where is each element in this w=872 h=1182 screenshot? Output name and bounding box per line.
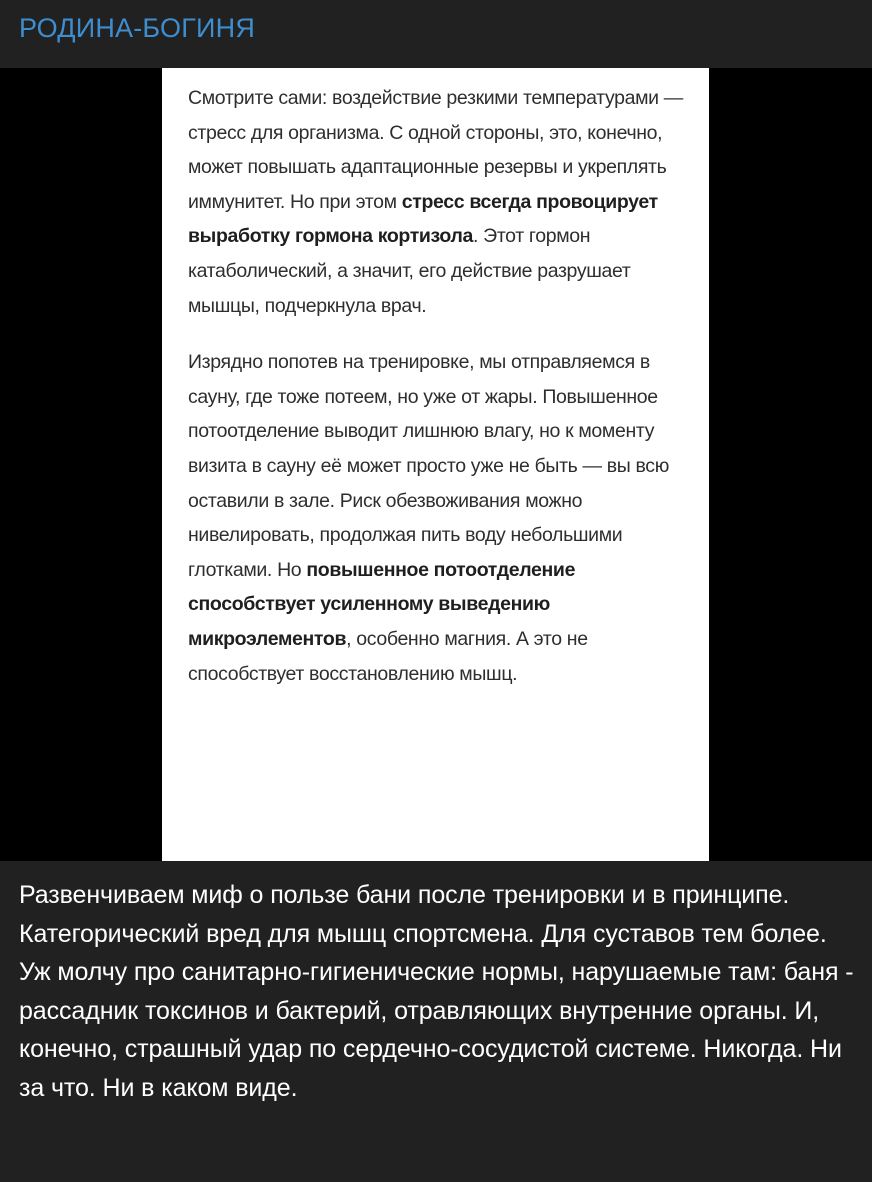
article-paragraph-1 [188, 81, 699, 323]
article-text: Смотрите сами: воздействие резкими температурами — стресс для организма. С одной стороны, это, конечно, может повышать адаптационные резервы и укреплять иммунитет. Но при этом [188, 87, 683, 213]
article-text: Изрядно попотев на тренировке, мы отправляемся в сауну, где тоже потеем, но уже от жары. Повышенное потоотделение выводит лишнюю влагу, но к моменту визита в сауну её может просто уже не быть — вы всю оставили в зале. Риск обезвоживания можно нивелировать, продолжая пить воду небольшими глотками. Но [188, 351, 669, 581]
article-text: . Этот гормон катаболический, а значит, его действие разрушает мышцы, подчеркнула врач. [188, 225, 631, 317]
article-text: , особенно магния. А это не способствует восстановлению мышц. [188, 627, 588, 685]
article-bold-text: повышенное потоотделение способствует усиленному выведению микроэлементов [188, 558, 576, 650]
channel-name[interactable]: РОДИНА-БОГИНЯ [19, 13, 256, 43]
post-caption: Развенчиваем миф о пользе бани после тренировки и в принципе. Категорический вред для мышц спортсмена. Для суставов тем более. Уж молчу про санитарно-гигиенические нормы, нарушаемые там: баня - рассадник токсинов и бактерий, отравляющих внутренние органы. И, конечно, страшный удар по сердечно-сосудистой системе. Никогда. Ни за что. Ни в каком виде. [19, 881, 854, 1102]
post-header [0, 0, 872, 68]
article-bold-text: стресс всегда провоцирует выработку гормона кортизола [188, 190, 658, 248]
post-image[interactable] [0, 68, 872, 861]
article-screenshot [162, 68, 709, 861]
article-paragraph-2 [188, 345, 699, 691]
